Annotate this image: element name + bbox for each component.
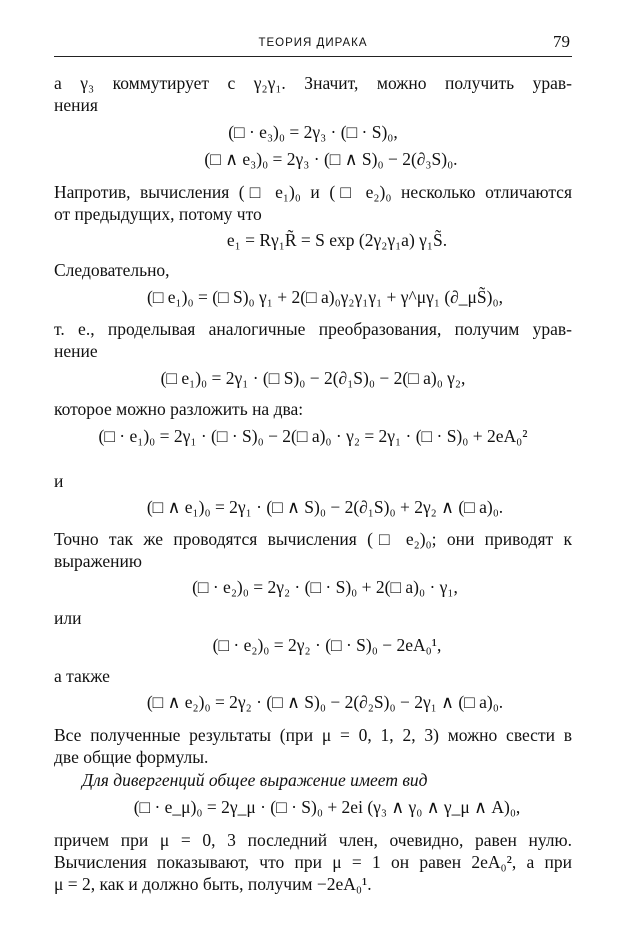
- formula-line: (□ ∧ e₃)₀ = 2γ₃ · (□ ∧ S)₀ − 2(∂₃S)₀.: [204, 149, 458, 169]
- text-line: две общие формулы.: [54, 747, 209, 767]
- text-line: Все полученные результаты (при μ = 0, 1, 2, 3) можно свести в: [54, 725, 572, 745]
- formula-line: (□ ∧ e₁)₀ = 2γ₁ · (□ ∧ S)₀ − 2(∂₁S)₀ + 2γ₂ ∧ (□ a)₀.: [146, 497, 504, 517]
- text-line: а также: [54, 666, 110, 686]
- formula-line: (□ · e₂)₀ = 2γ₂ · (□ · S)₀ + 2(□ a)₀ · γ₁,: [192, 577, 458, 597]
- text-line: т. е., проделывая аналогичные преобразования, получим урав-: [54, 319, 572, 339]
- text-line: Вычисления показывают, что при μ = 1 он равен 2eA₀², а при: [54, 852, 572, 872]
- formula-line: (□ · e₁)₀ = 2γ₁ · (□ · S)₀ − 2(□ a)₀ · γ₂ = 2γ₁ · (□ · S)₀ + 2eA₀²: [98, 426, 528, 446]
- formula-line: (□ e₁)₀ = 2γ₁ · (□ S)₀ − 2(∂₁S)₀ − 2(□ a)₀ γ₂,: [160, 368, 466, 388]
- page-number: 79: [553, 32, 570, 51]
- text-line: Точно так же проводятся вычисления (□ e₂)₀; они приводят к: [54, 529, 572, 549]
- formula-line: (□ · e_μ)₀ = 2γ_μ · (□ · S)₀ + 2ei (γ₃ ∧ γ₀ ∧ γ_μ ∧ A)₀,: [133, 797, 521, 817]
- text-line: причем при μ = 0, 3 последний член, очевидно, равен нулю.: [54, 830, 572, 850]
- text-line-italic: Для дивергенций общее выражение имеет вид: [82, 770, 428, 790]
- text-line: от предыдущих, потому что: [54, 204, 262, 224]
- formula-line: (□ · e₃)₀ = 2γ₃ · (□ · S)₀,: [228, 122, 398, 142]
- text-line: Напротив, вычисления (□ e₁)₀ и (□ e₂)₀ несколько отличаются: [54, 182, 572, 202]
- text-line: которое можно разложить на два:: [54, 399, 304, 419]
- running-header: [54, 30, 572, 57]
- text-line: μ = 2, как и должно быть, получим −2eA₀¹.: [54, 874, 372, 894]
- text-line: Следовательно,: [54, 260, 170, 280]
- text-line: нения: [54, 95, 98, 115]
- text-line: или: [54, 608, 82, 628]
- text-line: нение: [54, 341, 98, 361]
- formula-line: (□ ∧ e₂)₀ = 2γ₂ · (□ ∧ S)₀ − 2(∂₂S)₀ − 2γ₁ ∧ (□ a)₀.: [146, 692, 504, 712]
- running-title: ТЕОРИЯ ДИРАКА: [258, 37, 368, 49]
- formula-line: (□ · e₂)₀ = 2γ₂ · (□ · S)₀ − 2eA₀¹,: [212, 635, 442, 655]
- text-line: и: [54, 471, 64, 491]
- text-line: а γ₃ коммутирует с γ₂γ₁. Значит, можно получить урав-: [54, 73, 572, 93]
- text-line: выражению: [54, 551, 142, 571]
- formula-line: (□ e₁)₀ = (□ S)₀ γ₁ + 2(□ a)₀γ₂γ₁γ₁ + γ^μγ₁ (∂_μS̃)₀,: [147, 287, 503, 307]
- formula-line: e₁ = Rγ₁R̃ = S exp (2γ₂γ₁a) γ₁S̃.: [226, 230, 448, 250]
